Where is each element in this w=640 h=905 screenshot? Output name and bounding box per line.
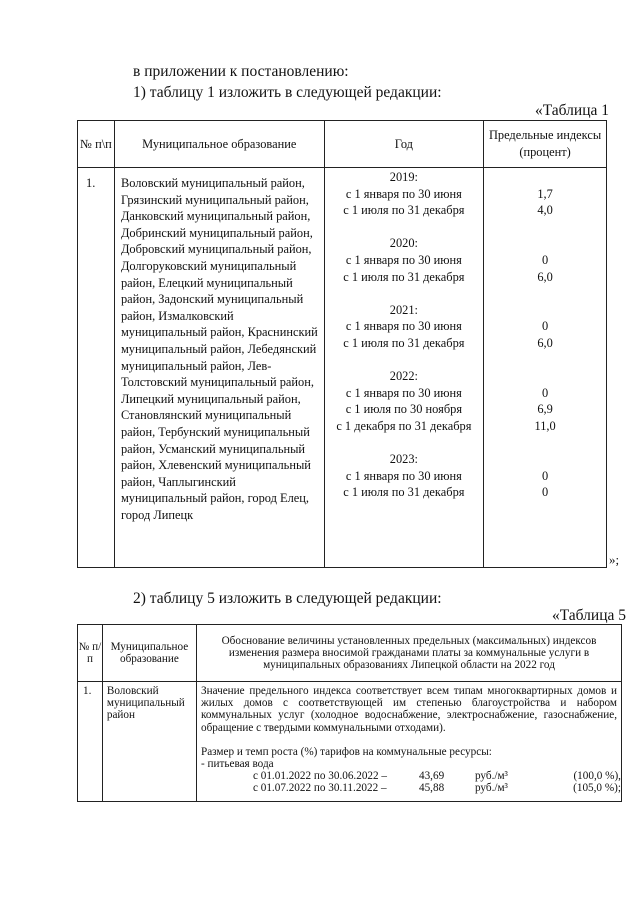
- year-block: [325, 451, 484, 501]
- tariff-unit: руб./м³: [474, 782, 508, 795]
- tariff-list: [197, 770, 621, 794]
- year-label: 2020:: [389, 236, 418, 251]
- index-value: 0: [541, 252, 549, 267]
- table1-header-municipality: Муниципальное образование: [114, 121, 324, 168]
- justification-paragraph: Значение предельного индекса соответствует всем типам многоквартирных домов и жилых домов с соответствующей им степенью благоустройства и набором коммунальных услуг (холодное водоснабжение, электроснабжение, газоснабжение, обращение с твердыми коммунальными отходами).: [200, 685, 617, 734]
- index-block: [484, 368, 606, 434]
- closing-mark: »;: [609, 552, 620, 567]
- period-label: с 1 июля по 31 декабря: [343, 335, 465, 350]
- table5-header-row: [78, 625, 622, 682]
- period-label: с 1 декабря по 31 декабря: [336, 418, 472, 433]
- table5-header-justification: Обоснование величины установленных предельных (максимальных) индексов изменения размера вносимой гражданами платы за коммунальные услуги в муниципальных образованиях Липецкой области на 2022 год: [196, 625, 621, 682]
- index-block: [484, 451, 606, 501]
- table1-years: [324, 168, 484, 568]
- index-value: 0: [541, 385, 549, 400]
- intro-line-3: 2) таблицу 5 изложить в следующей редакции:: [133, 590, 442, 607]
- index-value: 6,0: [537, 335, 553, 350]
- table1-header-year: Год: [324, 121, 484, 168]
- tariff-value: 45,88: [418, 782, 445, 795]
- index-spacer: [484, 235, 606, 252]
- table5-header-num: № п/п: [78, 625, 103, 682]
- index-value: 6,9: [537, 402, 553, 417]
- tariff-row: [197, 770, 621, 782]
- index-spacer: [484, 451, 606, 468]
- table5-row-num: 1.: [78, 682, 103, 802]
- tariff-row: [197, 782, 621, 794]
- index-value: 0: [541, 319, 549, 334]
- index-spacer: [484, 302, 606, 319]
- table1-row-num: 1.: [78, 168, 115, 568]
- year-block: [325, 368, 484, 434]
- period-label: с 1 июля по 31 декабря: [343, 269, 465, 284]
- index-value: 4,0: [537, 203, 553, 218]
- tariff-period: с 01.01.2022 по 30.06.2022 –: [252, 770, 387, 783]
- period-label: с 1 января по 30 июня: [345, 186, 462, 201]
- tariff-period: с 01.07.2022 по 30.11.2022 –: [252, 782, 387, 795]
- index-block: [484, 169, 606, 219]
- tariff-unit: руб./м³: [474, 770, 508, 783]
- table1-municipalities: Воловский муниципальный район, Грязинский муниципальный район, Данковский муниципальный район, Добринский муниципальный район, Добровский муниципальный район, Долгоруковский муниципальный район, Елецкий муниципальный район, Задонский муниципальный район, Измалковский муниципальный район, Краснинский муниципальный район, Лебедянский муниципальный район, Лев-Толстовский муниципальный район, Липецкий муниципальный район, Становлянский муниципальный район, Тербунский муниципальный район, Усманский муниципальный район, Хлевенский муниципальный район, Чаплыгинский муниципальный район, город Елец, город Липецк: [114, 168, 324, 568]
- table1-caption: «Таблица 1: [534, 102, 609, 119]
- table5-justification: [196, 682, 621, 802]
- year-label: 2022:: [389, 369, 418, 384]
- index-spacer: [484, 169, 606, 186]
- index-value: 0: [541, 485, 549, 500]
- table-5: [77, 624, 622, 802]
- table5-caption: «Таблица 5: [551, 607, 626, 624]
- tariff-value: 43,69: [418, 770, 445, 783]
- intro-line-1: в приложении к постановлению:: [133, 63, 349, 80]
- period-label: с 1 января по 30 июня: [345, 468, 462, 483]
- period-label: с 1 июля по 31 декабря: [343, 485, 465, 500]
- year-label: 2019:: [389, 170, 418, 184]
- year-block: [325, 302, 484, 352]
- table1-indexes: [484, 168, 607, 568]
- table1-header-row: [78, 121, 607, 168]
- table-1: [77, 120, 607, 568]
- table1-header-index: Предельные индексы (процент): [484, 121, 607, 168]
- table5-header-municipality: Муниципальное образование: [102, 625, 196, 682]
- table-row: [78, 682, 622, 802]
- index-value: 0: [541, 468, 549, 483]
- index-block: [484, 235, 606, 285]
- year-label: 2021:: [389, 302, 418, 317]
- tariff-growth: (100,0 %),: [573, 770, 621, 783]
- period-label: с 1 января по 30 июня: [345, 252, 462, 267]
- year-block: [325, 235, 484, 285]
- period-label: с 1 января по 30 июня: [345, 385, 462, 400]
- tariff-growth: (105,0 %);: [573, 782, 621, 795]
- year-block: [325, 169, 484, 219]
- year-label: 2023:: [389, 452, 418, 467]
- period-label: с 1 июля по 30 ноября: [345, 402, 463, 417]
- index-value: 6,0: [537, 269, 553, 284]
- index-spacer: [484, 368, 606, 385]
- period-label: с 1 января по 30 июня: [345, 319, 462, 334]
- index-block: [484, 302, 606, 352]
- period-label: с 1 июля по 31 декабря: [343, 203, 465, 218]
- table5-municipality: Воловский муниципальный район: [102, 682, 196, 802]
- table-row: [78, 168, 607, 568]
- table1-header-num: № п\п: [78, 121, 115, 168]
- index-value: 1,7: [537, 186, 553, 201]
- tariff-item: - питьевая вода: [200, 758, 274, 771]
- index-value: 11,0: [534, 418, 556, 433]
- tariff-intro: Размер и темп роста (%) тарифов на коммунальные ресурсы:: [200, 745, 492, 758]
- intro-line-2: 1) таблицу 1 изложить в следующей редакции:: [133, 84, 442, 101]
